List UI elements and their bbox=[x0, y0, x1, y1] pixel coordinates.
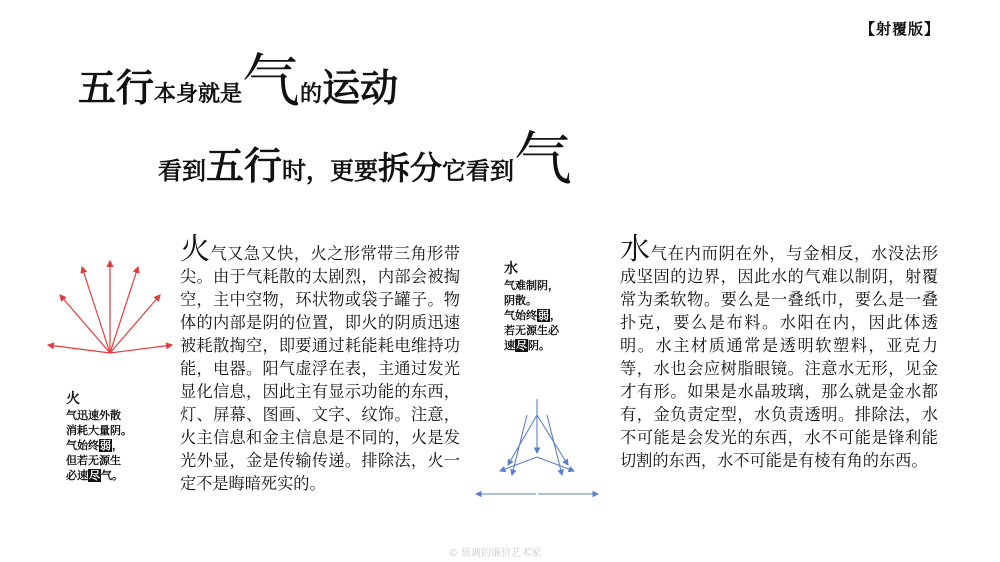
water-description bbox=[620, 232, 939, 472]
headline-text: 本身就是 bbox=[154, 81, 243, 107]
fire-description bbox=[180, 232, 461, 495]
fire-arrow bbox=[110, 345, 172, 353]
headline-qi: 气 bbox=[514, 125, 573, 193]
water-arrow bbox=[537, 415, 568, 465]
water-note-text: 气始终 bbox=[504, 309, 537, 322]
fire-note-highlight: 弱 bbox=[100, 439, 111, 452]
water-arrow bbox=[500, 457, 537, 471]
headline-wuxing: 五行 bbox=[78, 65, 155, 110]
water-arrow bbox=[508, 415, 537, 465]
headline-text: 它看到 bbox=[442, 156, 515, 185]
water-lead-char: 水 bbox=[620, 232, 651, 267]
edition-tag: 【射覆版】 bbox=[860, 20, 941, 38]
headline-text: 的 bbox=[300, 81, 323, 107]
water-description-body: 气在内而阴在外，与金相反，水没法形成坚固的边界，因此水的气难以制阴，射覆常为柔软物。要么是一叠纸巾，要么是一叠扑克，要么是布料。水阳在内，因此体透明。水主材质通常是透明软塑料，亚克力等，水也会应树脂眼镜。注意水无形，见金才有形。如果是水晶玻璃，那么就是金水都有，金负责定型，水负责透明。排除法，水不可能是会发光的东西，水不可能是锋利能切割的东西，水不可能是有棱有角的东西。 bbox=[620, 244, 939, 470]
watermark-credit: © 低调的廉价艺术家 bbox=[448, 548, 542, 559]
fire-note-text: 气。 bbox=[101, 469, 123, 482]
headline-yundong: 运动 bbox=[322, 65, 399, 110]
fire-note-highlight: 尽 bbox=[89, 469, 100, 482]
water-note-text: 速 bbox=[504, 339, 515, 352]
water-note-line: 气难制阴， bbox=[504, 279, 559, 292]
fire-note-text: 气始终 bbox=[66, 439, 99, 452]
fire-note-line bbox=[66, 438, 138, 453]
headline-line-1 bbox=[78, 47, 399, 115]
water-note-text: ， bbox=[550, 309, 561, 322]
water-note-line bbox=[504, 338, 594, 353]
water-note-line bbox=[504, 308, 594, 323]
fire-note-line: 消耗大量阴。 bbox=[66, 424, 132, 437]
water-note-line: 阴散。 bbox=[504, 294, 537, 307]
fire-note-text: ， bbox=[112, 439, 123, 452]
headline-text: 更要 bbox=[330, 156, 379, 185]
water-note-line: 若无源生必 bbox=[504, 324, 559, 337]
headline-qi: 气 bbox=[242, 47, 301, 115]
headline-text: 看到 bbox=[158, 156, 206, 185]
fire-note-title: 火 bbox=[66, 391, 80, 407]
water-arrows-diagram bbox=[470, 395, 605, 505]
water-note-highlight: 尽 bbox=[516, 339, 527, 352]
fire-note bbox=[66, 392, 138, 483]
headline-text: 时， bbox=[282, 156, 331, 185]
fire-note-line: 气迅速外散 bbox=[66, 409, 121, 422]
fire-arrow bbox=[82, 267, 110, 353]
fire-arrow bbox=[48, 345, 110, 353]
headline-wuxing: 五行 bbox=[206, 143, 283, 188]
fire-note-text: 必速 bbox=[66, 469, 88, 482]
water-note-title: 水 bbox=[504, 261, 518, 277]
water-note-text: 阴。 bbox=[528, 339, 550, 352]
water-note bbox=[504, 262, 594, 353]
water-note-highlight: 弱 bbox=[538, 309, 549, 322]
headline-line-2 bbox=[158, 125, 573, 193]
fire-note-line bbox=[66, 468, 138, 483]
water-arrow bbox=[537, 457, 574, 471]
fire-arrow bbox=[110, 295, 160, 353]
fire-arrow bbox=[110, 267, 138, 353]
fire-arrow bbox=[60, 295, 110, 353]
fire-description-body: 气又急又快，火之形常带三角形带尖。由于气耗散的太剧烈，内部会被掏空，主中空物，环状物或袋子罐子。物体的内部是阴的位置，即火的阴质迅速被耗散掏空，即要通过耗能耗电维持功能，电器。阳气虚浮在表，主通过发光显化信息，因此主有显示功能的东西，灯、屏幕、图画、文字、纹饰。注意，火主信息和金主信息是不同的，火是发光外显，金是传输传递。排除法，火一定不是晦暗死实的。 bbox=[180, 244, 461, 493]
fire-note-line: 但若无源生 bbox=[66, 454, 121, 467]
fire-lead-char: 火 bbox=[180, 232, 211, 267]
fire-arrows-diagram bbox=[40, 255, 180, 360]
headline-chaifen: 拆分 bbox=[378, 149, 443, 187]
